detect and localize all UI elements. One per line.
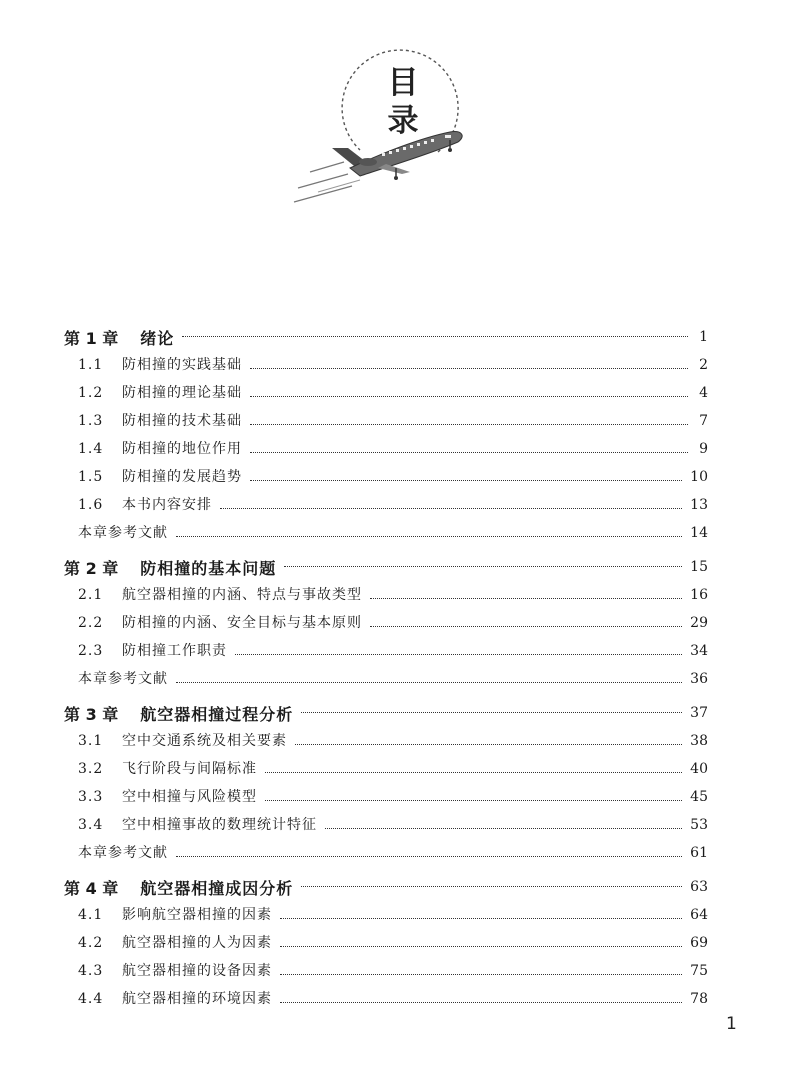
section-title: 影响航空器相撞的因素 bbox=[122, 907, 272, 923]
dot-leader bbox=[284, 565, 682, 567]
toc-section[interactable] bbox=[64, 758, 708, 786]
section-title: 飞行阶段与间隔标准 bbox=[122, 761, 257, 777]
section-title: 防相撞工作职责 bbox=[122, 643, 227, 659]
page-number: 16 bbox=[690, 587, 708, 603]
dot-leader bbox=[301, 885, 682, 887]
section-number: 2.1 bbox=[78, 587, 104, 603]
dot-leader bbox=[295, 743, 682, 745]
section-number: 1.6 bbox=[78, 497, 104, 513]
page-number: 7 bbox=[699, 413, 708, 429]
toc-section[interactable] bbox=[64, 494, 708, 522]
toc-title-line2: 录 bbox=[387, 103, 419, 139]
section-number: 1.5 bbox=[78, 469, 104, 485]
section-title: 防相撞的技术基础 bbox=[122, 413, 242, 429]
toc-section[interactable] bbox=[64, 960, 708, 988]
page-number: 78 bbox=[690, 991, 708, 1007]
page-number: 69 bbox=[690, 935, 708, 951]
dot-leader bbox=[280, 945, 682, 947]
chapter-title: 航空器相撞成因分析 bbox=[140, 878, 294, 898]
page-number: 36 bbox=[690, 671, 708, 687]
dot-leader bbox=[250, 395, 688, 397]
page-number: 40 bbox=[690, 761, 708, 777]
toc-references[interactable] bbox=[64, 668, 708, 696]
dot-leader bbox=[301, 711, 682, 713]
toc-section[interactable] bbox=[64, 904, 708, 932]
page-number: 61 bbox=[690, 845, 708, 861]
page-number: 64 bbox=[690, 907, 708, 923]
table-of-contents bbox=[64, 320, 708, 1016]
toc-section[interactable] bbox=[64, 410, 708, 438]
dot-leader bbox=[176, 855, 682, 857]
section-number: 4.1 bbox=[78, 907, 104, 923]
section-title: 本书内容安排 bbox=[122, 497, 212, 513]
toc-chapter-1[interactable] bbox=[64, 320, 708, 354]
toc-section[interactable] bbox=[64, 640, 708, 668]
chapter-number: 第 1 章 bbox=[64, 328, 119, 348]
section-title: 航空器相撞的设备因素 bbox=[122, 963, 272, 979]
section-number: 1.3 bbox=[78, 413, 104, 429]
toc-section[interactable] bbox=[64, 988, 708, 1016]
dot-leader bbox=[176, 681, 682, 683]
section-title: 空中交通系统及相关要素 bbox=[122, 733, 287, 749]
section-number: 3.4 bbox=[78, 817, 104, 833]
dot-leader bbox=[280, 973, 682, 975]
section-title: 航空器相撞的环境因素 bbox=[122, 991, 272, 1007]
section-title: 航空器相撞的人为因素 bbox=[122, 935, 272, 951]
section-title: 防相撞的理论基础 bbox=[122, 385, 242, 401]
page-number: 15 bbox=[690, 559, 708, 575]
dot-leader bbox=[250, 451, 688, 453]
section-number: 3.3 bbox=[78, 789, 104, 805]
toc-section[interactable] bbox=[64, 786, 708, 814]
section-title: 防相撞的内涵、安全目标与基本原则 bbox=[122, 615, 362, 631]
page-number: 13 bbox=[690, 497, 708, 513]
dot-leader bbox=[265, 799, 682, 801]
page-number: 53 bbox=[690, 817, 708, 833]
section-title: 本章参考文献 bbox=[78, 525, 168, 541]
dot-leader bbox=[370, 597, 682, 599]
chapter-title: 绪论 bbox=[140, 328, 175, 348]
section-title: 本章参考文献 bbox=[78, 845, 168, 861]
toc-section[interactable] bbox=[64, 932, 708, 960]
section-title: 防相撞的地位作用 bbox=[122, 441, 242, 457]
chapter-title: 航空器相撞过程分析 bbox=[140, 704, 294, 724]
section-number: 1.2 bbox=[78, 385, 104, 401]
page-number: 9 bbox=[699, 441, 708, 457]
dot-leader bbox=[250, 479, 682, 481]
toc-chapter-2[interactable] bbox=[64, 550, 708, 584]
dot-leader bbox=[220, 507, 682, 509]
section-number: 3.2 bbox=[78, 761, 104, 777]
page-number: 29 bbox=[690, 615, 708, 631]
toc-section[interactable] bbox=[64, 466, 708, 494]
dot-leader bbox=[370, 625, 682, 627]
dot-leader bbox=[250, 423, 688, 425]
section-title: 航空器相撞的内涵、特点与事故类型 bbox=[122, 587, 362, 603]
toc-section[interactable] bbox=[64, 382, 708, 410]
chapter-title: 防相撞的基本问题 bbox=[140, 558, 277, 578]
section-number: 2.2 bbox=[78, 615, 104, 631]
page-number: 2 bbox=[699, 357, 708, 373]
toc-title bbox=[375, 64, 431, 140]
page-number: 63 bbox=[690, 879, 708, 895]
section-number: 4.3 bbox=[78, 963, 104, 979]
dot-leader bbox=[265, 771, 682, 773]
toc-section[interactable] bbox=[64, 584, 708, 612]
dot-leader bbox=[280, 1001, 682, 1003]
section-number: 1.4 bbox=[78, 441, 104, 457]
toc-section[interactable] bbox=[64, 730, 708, 758]
page-number: 34 bbox=[690, 643, 708, 659]
chapter-number: 第 2 章 bbox=[64, 558, 119, 578]
toc-section[interactable] bbox=[64, 354, 708, 382]
section-number: 2.3 bbox=[78, 643, 104, 659]
toc-chapter-3[interactable] bbox=[64, 696, 708, 730]
section-number: 4.2 bbox=[78, 935, 104, 951]
toc-references[interactable] bbox=[64, 522, 708, 550]
section-title: 空中相撞与风险模型 bbox=[122, 789, 257, 805]
toc-chapter-4[interactable] bbox=[64, 870, 708, 904]
page-number: 4 bbox=[699, 385, 708, 401]
toc-section[interactable] bbox=[64, 612, 708, 640]
section-title: 防相撞的实践基础 bbox=[122, 357, 242, 373]
toc-title-line1: 目 bbox=[387, 65, 419, 101]
dot-leader bbox=[182, 335, 688, 337]
section-title: 空中相撞事故的数理统计特征 bbox=[122, 817, 317, 833]
page-number: 45 bbox=[690, 789, 708, 805]
dot-leader bbox=[280, 917, 682, 919]
page-number: 10 bbox=[690, 469, 708, 485]
dot-leader bbox=[176, 535, 682, 537]
toc-section[interactable] bbox=[64, 814, 708, 842]
page-number: 38 bbox=[690, 733, 708, 749]
section-number: 4.4 bbox=[78, 991, 104, 1007]
section-number: 3.1 bbox=[78, 733, 104, 749]
page-folio: 1 bbox=[726, 1014, 737, 1034]
page-number: 75 bbox=[690, 963, 708, 979]
toc-references[interactable] bbox=[64, 842, 708, 870]
chapter-number: 第 4 章 bbox=[64, 878, 119, 898]
page-number: 1 bbox=[699, 329, 708, 345]
page-number: 37 bbox=[690, 705, 708, 721]
section-title: 本章参考文献 bbox=[78, 671, 168, 687]
section-number: 1.1 bbox=[78, 357, 104, 373]
toc-section[interactable] bbox=[64, 438, 708, 466]
section-title: 防相撞的发展趋势 bbox=[122, 469, 242, 485]
airplane-icon bbox=[294, 132, 462, 202]
dot-leader bbox=[235, 653, 682, 655]
dot-leader bbox=[325, 827, 682, 829]
chapter-number: 第 3 章 bbox=[64, 704, 119, 724]
dot-leader bbox=[250, 367, 688, 369]
page-number: 14 bbox=[690, 525, 708, 541]
